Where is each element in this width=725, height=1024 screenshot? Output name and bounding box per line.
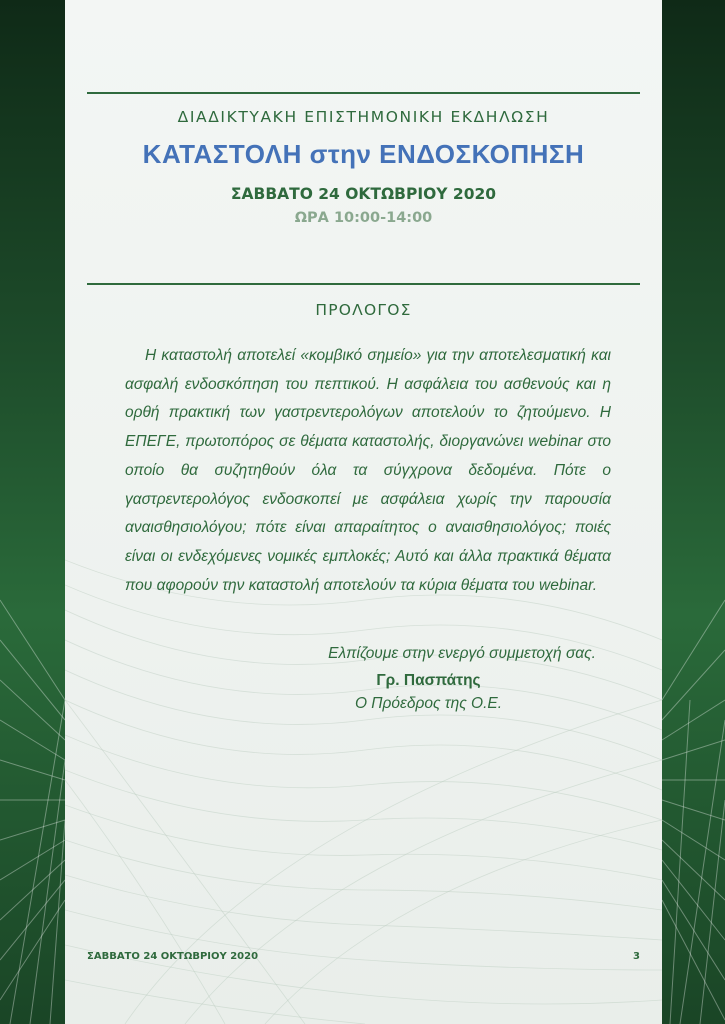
signature-role: Ο Πρόεδρος της Ο.Ε. <box>354 695 503 712</box>
event-title: ΚΑΤΑΣΤΟΛΗ στην ΕΝΔΟΣΚΟΠΗΣΗ <box>142 139 585 169</box>
prologue-heading: ΠΡΟΛΟΓΟΣ <box>315 301 412 319</box>
event-type: ΔΙΑΔΙΚΤΥΑΚΗ ΕΠΙΣΤΗΜΟΝΙΚΗ ΕΚΔΗΛΩΣΗ <box>177 108 550 126</box>
event-time: ΩΡΑ 10:00-14:00 <box>294 210 433 226</box>
footer-date: ΣΑΒΒΑΤΟ 24 ΟΚΤΩΒΡΙΟΥ 2020 <box>87 951 259 962</box>
event-date: ΣΑΒΒΑΤΟ 24 ΟΚΤΩΒΡΙΟΥ 2020 <box>230 185 497 203</box>
document-page <box>65 0 662 1024</box>
prologue-body: Η καταστολή αποτελεί «κομβικό σημείο» για την αποτελεσματική και ασφαλή ενδοσκόπηση του πεπτικού. Η ασφάλεια του ασθενούς και η ορθή πρακτική των γαστρεντερολόγων αποτελούν το ζητούμενο. Η ΕΠΕΓΕ, πρωτοπόρος σε θέματα καταστολής, διοργανώνει webinar στο οποίο θα συζητηθούν όλα τα σύγχρονα δεδομένα. Πότε ο γαστρεντερολόγος ενδοσκοπεί με ασφάλεια χωρίς την παρουσία αναισθησιολόγου; πότε είναι απαραίτητος ο αναισθησιολόγος; ποιές είναι οι ενδεχόμενες νομικές εμπλοκές; Αυτό και άλλα πρακτικά θέματα που αφορούν την καταστολή αποτελούν τα κύρια θέματα του webinar. <box>125 347 611 594</box>
top-divider <box>87 92 640 94</box>
section-divider <box>87 283 640 285</box>
closing-line: Ελπίζουμε στην ενεργό συμμετοχή σας. <box>328 645 596 662</box>
signature-name: Γρ. Πασπάτης <box>376 672 481 689</box>
page-number: 3 <box>633 951 640 962</box>
